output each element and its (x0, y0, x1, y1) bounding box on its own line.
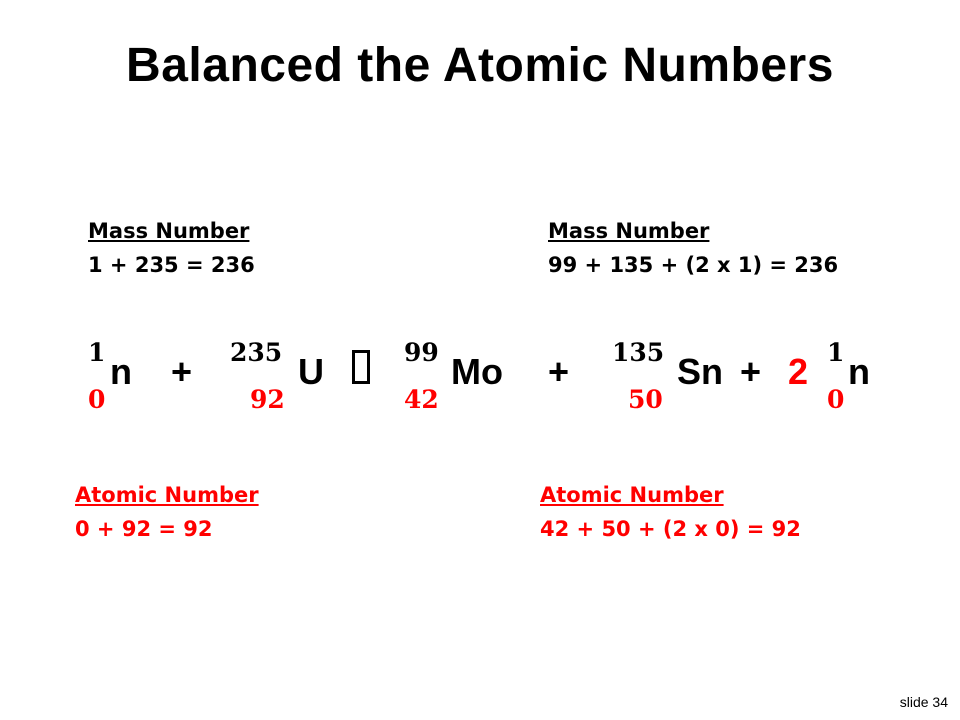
plus-sign-1: + (171, 351, 193, 392)
neutron-out-mass: 1 (827, 338, 845, 367)
mass-number-left-heading: Mass Number (88, 219, 250, 243)
neutron-in-symbol: n (110, 351, 132, 392)
atomic-number-right-equation: 42 + 50 + (2 x 0) = 92 (540, 517, 801, 541)
mass-number-left-equation: 1 + 235 = 236 (88, 253, 255, 277)
tin-atomic: 50 (628, 385, 663, 414)
mass-number-right-heading: Mass Number (548, 219, 710, 243)
molybdenum-mass: 99 (404, 338, 439, 367)
mass-number-left (88, 214, 255, 282)
molybdenum-symbol: Mo (451, 351, 503, 392)
neutron-coefficient: 2 (788, 351, 809, 392)
tin-symbol: Sn (677, 351, 724, 392)
mass-number-right (548, 214, 838, 282)
uranium-symbol: U (298, 351, 324, 392)
plus-sign-3: + (740, 351, 762, 392)
slide-number: slide 34 (899, 694, 948, 710)
slide-title: Balanced the Atomic Numbers (126, 39, 834, 92)
neutron-in-atomic: 0 (88, 385, 106, 414)
plus-sign-2: + (548, 351, 570, 392)
uranium-mass: 235 (230, 338, 283, 367)
atomic-number-left (75, 478, 259, 546)
atomic-number-right-heading: Atomic Number (540, 483, 724, 507)
atomic-number-left-equation: 0 + 92 = 92 (75, 517, 213, 541)
mass-number-right-equation: 99 + 135 + (2 x 1) = 236 (548, 253, 839, 277)
tin-mass: 135 (612, 338, 665, 367)
molybdenum-atomic: 42 (404, 385, 439, 414)
atomic-number-left-heading: Atomic Number (75, 483, 259, 507)
missing-glyph-icon (352, 350, 370, 384)
neutron-in-mass: 1 (88, 338, 106, 367)
neutron-out-atomic: 0 (827, 385, 845, 414)
atomic-number-right (540, 478, 801, 546)
uranium-atomic: 92 (250, 385, 285, 414)
neutron-out-symbol: n (848, 351, 870, 392)
